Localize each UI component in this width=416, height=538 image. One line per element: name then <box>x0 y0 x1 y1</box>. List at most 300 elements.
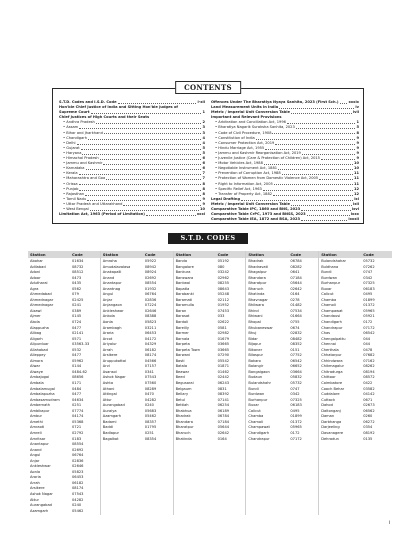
station-name: Ambernath <box>30 403 51 408</box>
station-name: Arvi <box>102 364 110 369</box>
table-column <box>30 259 99 514</box>
station-name: Ambur <box>30 414 42 419</box>
std-code: 03665 <box>217 342 230 347</box>
contents-entry-title: • Protection of Women from Domestic Violence Act, 2005 <box>211 176 318 181</box>
contents-entry-title: • Prevention of Corruption Act, 1988 <box>211 171 281 176</box>
station-name: Chandausi <box>321 314 341 319</box>
station-name: Adutharai <box>30 281 48 286</box>
std-code: 08732 <box>72 264 84 269</box>
dot-leader <box>302 154 356 155</box>
contents-entry-title: • Juvenile Justice (Care & Protection of Children) Act, 2015 <box>211 156 320 161</box>
dot-leader <box>265 149 355 150</box>
table-header <box>28 251 392 258</box>
station-name: Bhatinda <box>248 292 265 297</box>
contents-entry-page: lxxxii <box>348 217 359 222</box>
std-code: 02642 <box>290 286 302 291</box>
station-name: Anand <box>102 275 115 280</box>
station-name: Ankleshwar <box>30 464 51 469</box>
std-code: 08262 <box>363 364 375 369</box>
contents-entry-title: • Uttar Pradesh and Uttarakhand <box>59 202 122 207</box>
std-code: 02982 <box>217 331 230 336</box>
dot-leader <box>282 174 353 175</box>
station-name: Buxar <box>321 286 332 291</box>
std-code: 0172 <box>290 430 300 435</box>
station-name: Athani <box>102 386 115 391</box>
dot-leader <box>291 113 352 114</box>
station-name: Chamba <box>321 297 337 302</box>
std-code: 08942 <box>144 264 157 269</box>
dot-leader <box>301 210 351 211</box>
std-code: 06784 <box>290 259 302 263</box>
std-code: 0241 <box>72 303 82 308</box>
std-code: 01899 <box>290 414 302 419</box>
station-name: Ambalapuzha <box>30 392 55 397</box>
station-name: Chandrapur <box>248 436 270 441</box>
std-code: 05921 <box>363 314 375 319</box>
station-name: Aonla <box>30 469 41 474</box>
dot-leader <box>287 123 356 124</box>
station-name: Adilabad <box>30 264 46 269</box>
std-code: 01634 <box>72 259 84 263</box>
station-name: Banda <box>175 259 188 263</box>
std-code: 0581 <box>217 325 227 330</box>
station-name: Ariyalur <box>102 342 117 347</box>
station-name: Anand <box>30 447 42 452</box>
dot-leader <box>123 205 201 206</box>
std-code: 05462 <box>72 508 84 513</box>
station-name: Bhind <box>248 308 259 313</box>
std-code: 0478 <box>363 347 373 352</box>
station-name: Dahod <box>321 403 333 408</box>
contents-entry-page: 10 <box>353 166 359 171</box>
std-code: 02141 <box>72 331 84 336</box>
std-code: 07560 <box>144 381 157 386</box>
std-code: 0747 <box>363 270 373 275</box>
std-code: 033 <box>217 314 225 319</box>
std-code: 06652 <box>290 364 302 369</box>
std-code: 01372 <box>290 419 302 424</box>
std-code: 080 <box>217 264 225 269</box>
contents-entry-title: • Kerala <box>59 171 78 176</box>
contents-entry-title: • Consumer Protection Act, 2019 <box>211 141 274 146</box>
station-name: Ambikapur <box>30 408 50 413</box>
contents-entry-page: 11 <box>353 176 359 181</box>
station-name: Chandigarh <box>321 320 342 325</box>
dot-leader <box>104 133 202 134</box>
contents-entry-page: lxvi <box>351 206 359 211</box>
contents-entry-title: S.T.D. Codes and I.S.D. Code <box>59 100 117 104</box>
std-code: 0251 <box>144 430 154 435</box>
station-name: Aizawl <box>30 308 42 313</box>
contents-entry-page: 11 <box>353 181 359 186</box>
dot-leader <box>263 190 353 191</box>
station-name: Ahmednagar <box>30 297 54 302</box>
station-name: Cuttack <box>321 397 336 402</box>
std-code: 04282 <box>144 397 157 402</box>
station-name: Bundi <box>321 270 332 275</box>
std-code: 08282 <box>290 264 302 269</box>
table-column <box>248 259 317 442</box>
dot-leader <box>87 200 201 201</box>
contents-entry-title: • Transfer of Property Act, 1882 <box>211 192 272 197</box>
station-name: Bharuch <box>175 430 191 435</box>
std-code: 02832 <box>290 331 302 336</box>
std-code: 0171 <box>72 381 82 386</box>
std-code: 07290 <box>217 353 230 358</box>
contents-entry-page: 9 <box>356 145 359 150</box>
station-name: Araria <box>30 475 41 480</box>
contents-entry-page: 9 <box>356 135 359 140</box>
station-name: Banswara <box>175 275 194 280</box>
station-name: Barmer <box>175 331 189 336</box>
contents-entry-page: 7 <box>202 171 205 176</box>
station-name: Batala <box>175 364 188 369</box>
std-code: 0435 <box>72 281 82 286</box>
station-name: Attingal <box>102 392 117 397</box>
std-code: 05922 <box>144 259 157 263</box>
station-name: Alwaye <box>30 369 43 374</box>
std-code: 03665 <box>217 347 230 352</box>
contents-entry-title: Legal Drafting <box>211 196 241 201</box>
station-name: Bhuj <box>248 331 257 336</box>
std-code: 0164 <box>290 292 300 297</box>
station-name: Bulandshahar <box>321 259 346 263</box>
station-name: Darjeeling <box>321 425 340 430</box>
station-name: Asansol <box>102 369 117 374</box>
dot-leader <box>319 179 353 180</box>
dot-leader <box>274 184 353 185</box>
std-code: 05683 <box>144 408 157 413</box>
std-code: 08392 <box>217 392 230 397</box>
std-code: 07162 <box>363 358 375 363</box>
station-name: Aligarh <box>30 336 43 341</box>
dot-leader <box>79 190 201 191</box>
table-column <box>321 259 390 442</box>
station-name: Darbhanga <box>321 419 342 424</box>
station-name: Bidar <box>248 336 258 341</box>
std-code: 04329 <box>144 342 157 347</box>
station-name: Bilaspur <box>248 353 263 358</box>
std-code: 0183 <box>72 436 82 441</box>
dot-leader <box>79 128 201 129</box>
std-code: 079 <box>72 292 79 297</box>
station-name: Badami <box>102 419 117 424</box>
std-code: 06764 <box>72 453 84 458</box>
station-name: Chengalpattu <box>321 336 346 341</box>
contents-entry-page: 4 <box>202 140 205 145</box>
std-code: 05644 <box>290 281 302 286</box>
station-name: Buldhana <box>321 264 339 269</box>
std-code: 07141 <box>217 397 230 402</box>
station-name: Bokaro <box>248 358 261 363</box>
contents-entry-page: 12 <box>353 191 359 196</box>
contents-entry-page: xxxi <box>196 212 205 217</box>
contents-entry-page: 4 <box>202 135 205 140</box>
contents-entry-title: • Orissa <box>59 182 78 187</box>
std-code: 08482 <box>290 336 302 341</box>
station-name: Chikmagalur <box>321 364 344 369</box>
contents-title: CONTENTS <box>175 81 241 94</box>
dot-leader <box>88 139 201 140</box>
contents-entry-page: lxi <box>354 196 359 201</box>
dot-leader <box>256 139 356 140</box>
std-code: 07453 <box>217 308 230 313</box>
station-name: Ashok Nagar <box>30 491 53 496</box>
station-name: Beawar <box>175 369 190 374</box>
contents-entry <box>59 212 205 217</box>
contents-entry-page: 6 <box>202 156 205 161</box>
station-name: Belgaum <box>175 386 192 391</box>
contents-entry-title: Land Measurement Units in India <box>211 105 279 110</box>
dot-leader <box>275 144 355 145</box>
contents-entry-title: • Bihar and Jharkhand <box>59 131 103 136</box>
station-name: Bijapur <box>248 342 262 347</box>
std-code: 0477 <box>72 353 82 358</box>
std-code: 03563-33 <box>72 342 90 347</box>
station-name: Chitradurga <box>321 369 343 374</box>
contents-entry-title: Important and Relevant Provisions <box>211 115 282 120</box>
dot-leader <box>79 184 202 185</box>
station-name: Amroha <box>102 259 117 263</box>
contents-entry-title: • Andhra Pradesh <box>59 120 95 125</box>
std-code: 0495 <box>290 408 300 413</box>
std-code: 0342 <box>290 392 300 397</box>
station-name: Bhopal <box>248 320 261 325</box>
std-code: 06183 <box>290 403 302 408</box>
station-name: Bangalore <box>175 264 194 269</box>
contents-entry-title: • Gujarat <box>59 146 80 151</box>
station-name: Bardoli <box>175 320 189 325</box>
contents-entry-title: Comparative Table CrPC, 1973 and BNSS, 2023 <box>211 212 306 217</box>
station-name: Bharatpur <box>175 425 194 430</box>
std-code: 0151 <box>290 347 300 352</box>
station-name: Bhadrak <box>248 259 264 263</box>
header-code: Code <box>72 252 83 257</box>
contents-panel <box>52 83 364 224</box>
station-name: Barpeta <box>175 342 190 347</box>
table-row <box>176 437 245 443</box>
std-code: 05965 <box>363 308 375 313</box>
contents-entry-page: i-xii <box>197 100 205 104</box>
std-code: 05462 <box>144 414 157 419</box>
contents-entry-title: • Tamil Nadu <box>59 197 86 202</box>
std-code: 0260 <box>363 414 373 419</box>
std-code: 06453 <box>72 475 84 480</box>
station-name: Amethi <box>30 419 43 424</box>
station-name: Ahmedabad <box>30 292 52 297</box>
std-code: 01679 <box>217 336 230 341</box>
station-name: Alipurduar <box>30 342 49 347</box>
std-code: 044 <box>363 342 371 347</box>
station-name: Baran <box>175 308 187 313</box>
std-code: 0354 <box>363 425 373 430</box>
std-code: 02442 <box>217 375 230 380</box>
station-name: Cooch Behar <box>321 386 345 391</box>
station-name: Amraoti <box>30 425 45 430</box>
std-code: 08924 <box>144 270 157 275</box>
contents-entry-page: 9 <box>356 150 359 155</box>
dot-leader <box>241 200 353 201</box>
std-code: 0562 <box>72 286 82 291</box>
table-row <box>321 437 390 443</box>
dot-leader <box>81 149 202 150</box>
dot-leader <box>340 103 348 104</box>
std-code: 03664 <box>290 369 302 374</box>
contents-entry-page: 3 <box>202 130 205 135</box>
station-name: Alappuzha <box>30 325 49 330</box>
contents-entry-page: lxii <box>352 201 359 206</box>
std-code: 06182 <box>72 480 84 485</box>
dot-leader <box>273 195 353 196</box>
station-name: Bolangir <box>248 364 264 369</box>
contents-entry <box>211 217 359 222</box>
std-code: 07774 <box>72 408 84 413</box>
contents-entry-title: • Right to Information Act, 2005 <box>211 182 273 187</box>
contents-entry-title: • Chandigarh <box>59 136 87 141</box>
station-name: Beed <box>175 375 185 380</box>
std-code: 06182 <box>144 347 157 352</box>
dot-leader <box>321 159 356 160</box>
contents-entry-title: • Rajasthan <box>59 192 84 197</box>
std-code: 0477 <box>72 392 82 397</box>
std-code: 04174 <box>72 414 84 419</box>
station-name: Arambagh <box>102 325 122 330</box>
contents-entry-title: Limitation Act, 1963 (Period of Limitation) <box>59 212 145 217</box>
std-code: 04172 <box>144 336 157 341</box>
contents-entry-page: 8 <box>356 130 359 135</box>
dot-leader <box>82 154 201 155</box>
std-code: 01952 <box>217 303 230 308</box>
dot-leader <box>307 215 350 216</box>
contents-entry-title: • Hindu Marriage Act, 1955 <box>211 146 264 151</box>
station-name: Arsikere <box>102 353 118 358</box>
station-name: Aurangabad <box>102 403 125 408</box>
std-code: 04566 <box>144 358 157 363</box>
station-name: Barwani <box>175 353 191 358</box>
std-code: 07184 <box>217 419 230 424</box>
contents-entry-page: 8 <box>202 181 205 186</box>
std-code: 02642 <box>217 430 230 435</box>
station-name: Cuddalore <box>321 392 340 397</box>
column-divider <box>100 251 101 515</box>
std-code: 07325 <box>290 397 302 402</box>
station-name: Ashta <box>102 381 114 386</box>
header-code: Code <box>363 252 374 257</box>
contents-entry-title: • Constitution of India <box>211 136 255 141</box>
contents-entry-page: 7 <box>202 176 205 181</box>
station-name: Angul <box>30 453 41 458</box>
station-name: Ambajogai <box>30 375 50 380</box>
std-code: 03211 <box>144 325 157 330</box>
std-code: 05732 <box>363 259 375 263</box>
table-row <box>30 509 99 515</box>
contents-entry-title: • Bharatiya Nagarik Suraksha Sanhita, 2023 <box>211 125 295 130</box>
std-code: 06243 <box>217 381 230 386</box>
station-name: Bettiah <box>175 403 189 408</box>
contents-entry-title: • Code of Civil Procedure, 1908 <box>211 131 271 136</box>
station-name: Amreli <box>30 430 42 435</box>
std-code: 0484 <box>72 386 82 391</box>
dot-leader <box>278 169 353 170</box>
contents-entry-title: • Specific Relief Act, 1963 <box>211 187 262 192</box>
station-name: Davanagere <box>321 430 344 435</box>
station-name: Adoni <box>30 270 41 275</box>
station-name: Ambalamugal <box>30 386 55 391</box>
contents-entry-page: lv <box>355 105 359 110</box>
contents-entry-page: 3 <box>202 125 205 130</box>
station-name: Bagalkot <box>102 436 119 441</box>
station-name: Aonla <box>102 320 113 325</box>
station-name: Chhindwara <box>321 358 343 363</box>
station-name: Auraiya <box>102 408 117 413</box>
contents-entry-title: • Karnataka <box>59 166 85 171</box>
contents-entry-page: lvii <box>352 110 359 115</box>
dot-leader <box>96 123 202 124</box>
station-name: Ambasamudram <box>30 397 60 402</box>
std-code: 02646 <box>144 308 157 313</box>
station-name: Anantapur <box>102 281 122 286</box>
contents-entry-page: 1 <box>356 120 359 125</box>
std-code: 02792 <box>72 430 84 435</box>
dot-leader <box>264 164 353 165</box>
std-code: 0342 <box>363 275 373 280</box>
station-name: Bellary <box>175 392 189 397</box>
contents-entry-title: • Arbitration and Conciliation Act, 1996 <box>211 120 286 125</box>
dot-leader <box>291 205 352 206</box>
std-code: 04282 <box>72 497 84 502</box>
std-code: 01932 <box>144 286 157 291</box>
dot-leader <box>279 108 354 109</box>
std-code: 0532 <box>72 347 82 352</box>
dot-leader <box>301 220 347 221</box>
std-code: 0571 <box>72 336 82 341</box>
std-code: 08643 <box>217 286 230 291</box>
station-name: Azamgarh <box>102 414 122 419</box>
dot-leader <box>106 179 201 180</box>
station-name: Attur <box>30 497 39 502</box>
std-code: 08357 <box>144 419 157 424</box>
std-code: 0240 <box>144 403 154 408</box>
station-name: Bhilwara <box>248 303 264 308</box>
station-name: Bhadrak <box>175 414 191 419</box>
station-name: Bharuch <box>248 286 264 291</box>
std-code: 0473 <box>72 275 82 280</box>
table-column <box>176 259 245 442</box>
station-name: Burdwan <box>321 275 338 280</box>
station-name: Bankura <box>175 270 191 275</box>
std-code: 0721 <box>72 425 82 430</box>
std-code: 0671 <box>363 397 373 402</box>
station-name: Barpeta Town <box>175 347 200 352</box>
std-code: 01372 <box>363 303 375 308</box>
station-name: Bapatla <box>175 286 190 291</box>
std-code: 0135 <box>363 436 373 441</box>
station-name: Azamgarh <box>30 508 49 513</box>
contents-entry-title: Offences Under The Bharatiya Nyaya Sanhita, 2023 (First Sch.) <box>211 100 339 104</box>
contents-entry-page: 9 <box>356 156 359 161</box>
contents-entry-page: 8 <box>202 191 205 196</box>
std-code: 08388 <box>144 314 157 319</box>
station-name: Coimbatore <box>321 381 343 386</box>
contents-entry-title: • Negotiable Instrument Act, 1881 <box>211 166 277 171</box>
contents-entry-page: 9 <box>202 201 205 206</box>
std-codes-title: S.T.D. CODES <box>168 233 248 244</box>
contents-entry-title: • Punjab <box>59 187 78 192</box>
station-name: Baramati <box>175 297 193 302</box>
header-code: Code <box>144 252 156 257</box>
std-code: 07325 <box>363 281 375 286</box>
station-name: Bhandara <box>175 419 193 424</box>
